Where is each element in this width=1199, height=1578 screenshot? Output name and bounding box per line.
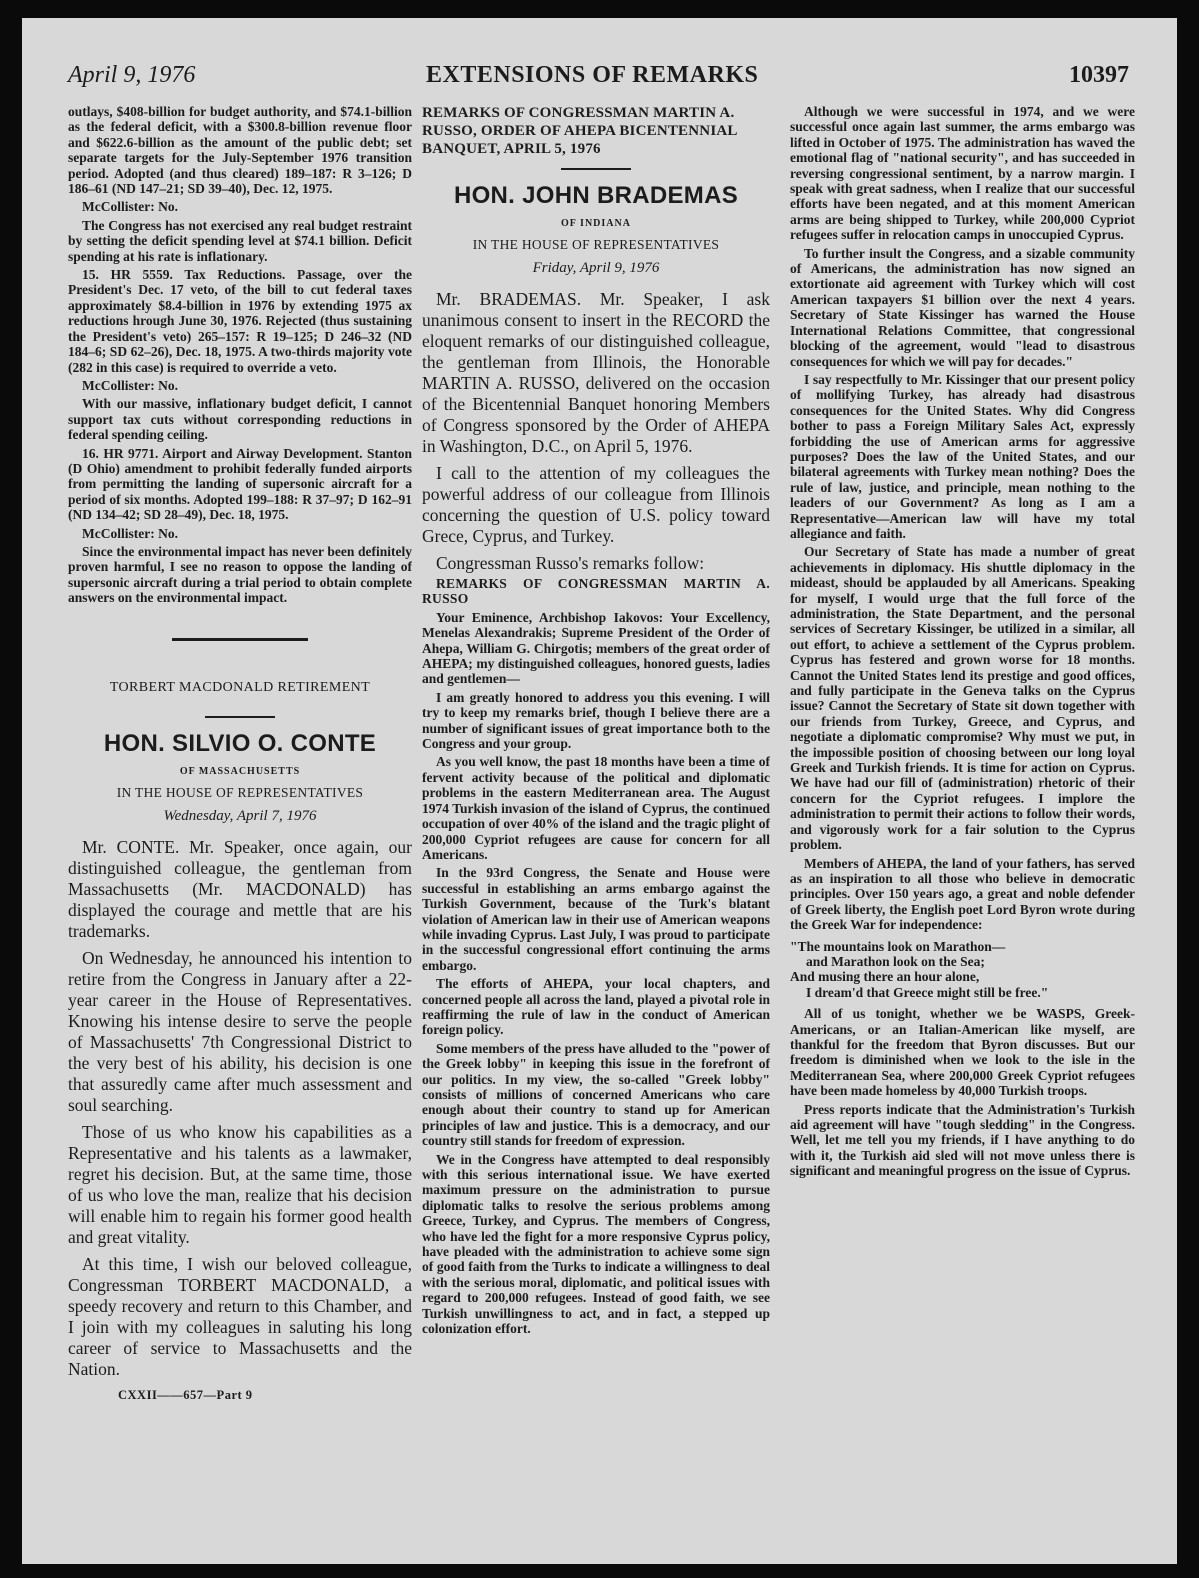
poem-quote — [790, 939, 1135, 1001]
article-headline: REMARKS OF CONGRESSMAN MARTIN A. RUSSO, ORDER OF AHEPA BICENTENNIAL BANQUET, APRIL 5, 1976 — [422, 105, 737, 157]
vote-comment: With our massive, inflationary budget deficit, I cannot support tax cuts without corresponding reductions in federal spending ceiling. — [68, 396, 412, 443]
speech-date: Wednesday, April 7, 1976 — [163, 807, 317, 824]
remarks-paragraph: Some members of the press have alluded to the "power of the Greek lobby" in keeping this issue in the forefront of our politics. In my view, the so-called "Greek lobby" consists of millions of concerned Americans who care enough about their country to stand up for American principles of law and justice. This is a democracy, and our country still stands for freedom of expression. — [422, 1040, 770, 1149]
header-section-title: EXTENSIONS OF REMARKS — [426, 62, 759, 88]
body-paragraph: I call to the attention of my colleagues the powerful address of our colleague from Illinois concerning the question of U.S. policy toward Grece, Cyprus, and Turkey. — [422, 463, 770, 546]
body-paragraph: Those of us who know his capabilities as a Representative and his talents as a lawmaker, regret his decision. But, at the same time, those of us who love the man, realize that his decision will enable him to regain his former good health and great vitality. — [68, 1121, 412, 1247]
page-header — [22, 62, 1177, 96]
remarks-paragraph: I say respectfully to Mr. Kissinger that our present policy of mollifying Turkey, has already had disastrous consequences for the United States. Why did Congress bother to pass a Foreign Military Sales Act, expressly forbidding the use of American arms for aggressive purposes? Does the law of the United States, and our bilateral agreements with Turkey mean nothing? Does the rule of law, justice, and principle, mean nothing to the leaders of our Government? As long as I am a Representative—American law will have my total allegiance and faith. — [790, 371, 1135, 541]
headline-divider — [205, 716, 275, 718]
remarks-subhead: REMARKS OF CONGRESSMAN MARTIN A. RUSSO — [422, 576, 770, 607]
remarks-paragraph: To further insult the Congress, and a sizable community of Americans, the administration has now signed an extortionate aid agreement with Turkey which will cost American taxpayers $1 billion over the next 4 years. Secretary of State Kissinger has warned the House International Relations Committee, that congressional blocking of the agreement, would "lead to disastrous consequences for which we will pay for decades." — [790, 245, 1135, 369]
headline-divider — [561, 168, 631, 170]
chamber-label: IN THE HOUSE OF REPRESENTATIVES — [472, 237, 720, 252]
member-name: HON. JOHN BRADEMAS — [453, 182, 739, 209]
vote-paragraph: 16. HR 9771. Airport and Airway Development. Stanton (D Ohio) amendment to prohibit federally funded airports from permitting the landing of supersonic aircraft for a period of six months. Adopted 199–188: R 37–97; D 162–91 (ND 134–42; SD 28–49), Dec. 18, 1975. — [68, 445, 412, 523]
body-paragraph: Mr. BRADEMAS. Mr. Speaker, I ask unanimous consent to insert in the RECORD the eloquent remarks of our distinguished colleague, the gentleman from Illinois, the Honorable MARTIN A. RUSSO, delivered on the occasion of the Bicentennial Banquet honoring Members of Congress sponsored by the Order of AHEPA in Washington, D.C., on April 5, 1976. — [422, 289, 770, 456]
article-headline: TORBERT MACDONALD RETIREMENT — [109, 679, 371, 695]
remarks-paragraph: Members of AHEPA, the land of your fathers, has served as an inspiration to all those who believe in democratic principles. Over 150 years ago, a great and noble defender of Greek liberty, the English poet Lord Byron wrote during the Greek War for independence: — [790, 855, 1135, 933]
remarks-paragraph: We in the Congress have attempted to deal responsibly with this serious international issue. We have exerted maximum pressure on the administration to pursue diplomatic talks to resolve the serious problems among Greece, Turkey, and Cyprus. The members of Congress, who have led the fight for a more responsive Cyprus policy, have pleaded with the administration to achieve some sign of good faith from the Turks to indicate a willingness to deal with the serious moral, diplomatic, and political issues with regard to 200,000 refugees. Instead of good faith, we see Turkish unwillingness to act, and in fact, a stepped up colonization effort. — [422, 1151, 770, 1337]
body-paragraph: On Wednesday, he announced his intention to retire from the Congress in January after a 22-year career in the House of Representatives. Knowing his intense desire to serve the people of Massachusetts' 7th Congressional District to the very best of his ability, his decision is one that assuredly came after much assessment and soul searching. — [68, 947, 412, 1115]
column-2 — [422, 104, 770, 1554]
remarks-paragraph: The efforts of AHEPA, your local chapters, and concerned people all across the land, played a pivotal role in reaffirming the rule of law in the conduct of American foreign policy. — [422, 976, 770, 1038]
remarks-paragraph: All of us tonight, whether we be WASPS, Greek-Americans, or an Italian-American like myself, are thankful for the freedom that Byron discusses. But our freedom is diminished when we look to the isle in the Mediterranean Sea, where 200,000 Greek Cypriot refugees have been made homeless by 40,000 Turkish troops. — [790, 1006, 1135, 1099]
remarks-paragraph: Although we were successful in 1974, and we were successful once again last summer, the arms embargo was lifted in October of 1975. The administration has waved the emotional flag of "national security", and has succeeded in reversing congressional sentiment, by a narrow margin. I speak with great sadness, when I realize that our successful efforts have been negated, and at this moment American arms are being shipped to Turkey, while 200,000 Cypriot refugees suffer in relocation camps in unoccupied Cyprus. — [790, 104, 1135, 243]
header-date: April 9, 1976 — [68, 62, 196, 88]
poem-line: And musing there an hour alone, — [790, 969, 980, 985]
poem-line: "The mountains look on Marathon— — [790, 938, 1006, 954]
header-page-number: 10397 — [1069, 62, 1129, 88]
vote-record: McCollister: No. — [82, 377, 178, 393]
column-3 — [790, 104, 1135, 1554]
speech-date: Friday, April 9, 1976 — [532, 260, 660, 276]
vote-paragraph: 15. HR 5559. Tax Reductions. Passage, over the President's Dec. 17 veto, of the bill to cut federal taxes approximately $8.4-billion in 1976 by extending 1975 ax reductions hrough June 30, 1976. Rejected (thus sustaining the President's veto) 265–157: R 19–125; D 246–32 (ND 184–6; SD 62–26), Dec. 18, 1975. A two-thirds majority vote (282 in this case) is required to override a veto. — [68, 267, 412, 375]
record-page — [22, 18, 1177, 1564]
vote-paragraph: outlays, $408-billion for budget authority, and $74.1-billion as the federal deficit, with a $300.8-billion revenue floor and $622.6-billion as the amount of the public debt; set separate targets for the July-September 1976 transition period. Adopted (and thus cleared) 189–187: R 3–126; D 186–61 (ND 147–21; SD 39–40), Dec. 12, 1975. — [68, 104, 412, 197]
vote-comment: Since the environmental impact has never been definitely proven harmful, I see no reason to oppose the landing of supersonic aircraft during a trial period to obtain complete answers on the environmental impact. — [68, 543, 412, 606]
vote-record: McCollister: No. — [82, 525, 178, 541]
page-footer: CXXII——657—Part 9 — [118, 1387, 253, 1402]
poem-line: and Marathon look on the Sea; — [806, 953, 985, 969]
vote-comment: The Congress has not exercised any real budget restraint by setting the deficit spending level at $74.1 billion. Deficit spending at his rate is inflationary. — [68, 217, 412, 264]
poem-line: I dream'd that Greece might still be free." — [806, 984, 1049, 1000]
body-paragraph: Congressman Russo's remarks follow: — [436, 553, 705, 573]
section-divider — [172, 638, 308, 641]
vote-record: McCollister: No. — [82, 199, 178, 215]
chamber-label: IN THE HOUSE OF REPRESENTATIVES — [116, 784, 364, 800]
remarks-paragraph: In the 93rd Congress, the Senate and House were successful in establishing an arms embargo against the Turkish Government, because of the Turk's blatant violation of American law in their use of American weapons while invading Cyprus. Last July, I was proud to participate in the successful congressional effort continuing the arms embargo. — [422, 865, 770, 973]
body-paragraph: At this time, I wish our beloved colleague, Congressman TORBERT MACDONALD, a speedy recovery and return to this Chamber, and I join with my colleagues in saluting his long career of service to Massachusetts and the Nation. — [68, 1253, 412, 1379]
member-name: HON. SILVIO O. CONTE — [103, 729, 377, 757]
remarks-paragraph: Press reports indicate that the Administration's Turkish aid agreement will have "tough sledding" in the Congress. Well, let me tell you my friends, if I have anything to do with it, the Turkish aid sled will not move unless there is significant and meaningful progress on the issue of Cyprus. — [790, 1101, 1135, 1179]
member-state: OF MASSACHUSETTS — [179, 765, 301, 777]
member-state: OF INDIANA — [561, 218, 631, 229]
column-1 — [68, 104, 412, 1554]
body-paragraph: Mr. CONTE. Mr. Speaker, once again, our distinguished colleague, the gentleman from Massachusetts (Mr. MACDONALD) has displayed the courage and mettle that are his trademarks. — [68, 836, 412, 941]
remarks-paragraph: Your Eminence, Archbishop Iakovos: Your Excellency, Menelas Alexandrakis; Supreme President of the Order of Ahepa, William G. Chirgotis; members of the great order of AHEPA; my distinguished colleagues, honored guests, ladies and gentlemen— — [422, 609, 770, 687]
remarks-paragraph: I am greatly honored to address you this evening. I will try to keep my remarks brief, though I believe there are a number of significant issues of great importance both to the Congress and your group. — [422, 689, 770, 752]
remarks-paragraph: As you well know, the past 18 months have been a time of fervent activity because of the political and diplomatic problems in the eastern Mediterranean area. The August 1974 Turkish invasion of the island of Cyprus, the continued occupation of over 40% of the island and the tragic plight of 200,000 Cypriot refugees are cause for concern for all Americans. — [422, 754, 770, 862]
remarks-paragraph: Our Secretary of State has made a number of great achievements in diplomacy. His shuttle diplomacy in the mideast, should be applauded by all Americans. Speaking for myself, I would urge that the full force of the administration, the State Department, and the personal services of Secretary Kissinger, be utilized in a similar, all out effort, to achieve a settlement of the Cyprus problem. Cyprus has festered and grown worse for 18 months. Cannot the United States lend its prestige and good offices, and fully participate in the Geneva talks on the Cyprus issue? Cannot the Secretary of State sit down together with our friends from Turkey, Greece, and Cyprus, and negotiate a diplomatic compromise? Why must we put, in the impossible position of choosing between our long loyal Greek and Turkish friends. It is time for action on Cyprus. We have had our fill of (administration) rhetoric of their concern for the Cypriot refugees. I implore the administration to permit their actions to follow their words, and vigorously work for a fair solution to the Cyprus problem. — [790, 544, 1135, 853]
